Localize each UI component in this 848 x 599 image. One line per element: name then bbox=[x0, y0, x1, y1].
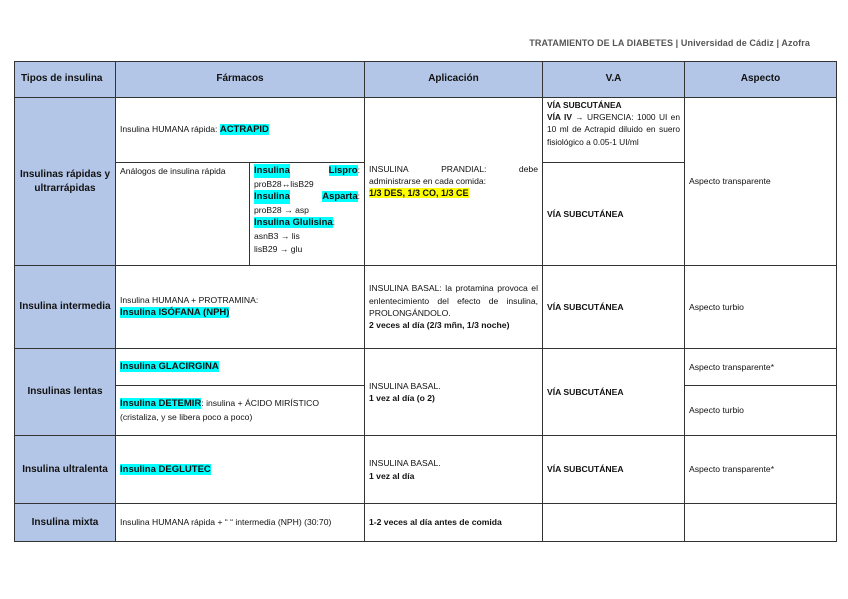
detemir-highlight: Insulina DETEMIR bbox=[120, 398, 202, 410]
aplicacion-lentas bbox=[365, 349, 543, 436]
va-intermedia: VÍA SUBCUTÁNEA bbox=[543, 266, 685, 349]
table-header-row bbox=[15, 62, 837, 98]
va-iv-detail: → URGENCIA: 1000 UI en 10 ml de Actrapid diluido en suero fisiológico a 0.05-1 UI/ml bbox=[547, 112, 680, 147]
farmaco-mixta: Insulina HUMANA rápida + “ “ intermedia (NPH) (30:70) bbox=[116, 504, 365, 542]
glulisina-hl: Insulina Glulisina bbox=[254, 217, 333, 229]
table-row-rapidas-1 bbox=[15, 98, 837, 163]
type-ultralenta: Insulina ultralenta bbox=[15, 436, 116, 504]
analogos-cell: Análogos de insulina rápida bbox=[116, 163, 250, 266]
aplicacion-ultralenta-dose: 1 vez al día bbox=[369, 470, 415, 481]
header-aspecto: Aspecto bbox=[685, 62, 837, 98]
aplicacion-lentas-text: INSULINA BASAL. bbox=[369, 380, 441, 391]
glulisina-detail-2: lisB29 → glu bbox=[254, 243, 303, 254]
farmaco-deglutec bbox=[116, 436, 365, 504]
type-intermedia: Insulina intermedia bbox=[15, 266, 116, 349]
va-rapidas-2: VÍA SUBCUTÁNEA bbox=[543, 163, 685, 266]
table-row-ultralenta bbox=[15, 436, 837, 504]
aplicacion-rapidas bbox=[365, 98, 543, 266]
lispro-detail: proB28↔lisB29 bbox=[254, 178, 314, 189]
isofana-highlight: Insulina ISÓFANA (NPH) bbox=[120, 307, 230, 319]
aplicacion-mixta: 1-2 veces al día antes de comida bbox=[365, 504, 543, 542]
va-rapidas-1 bbox=[543, 98, 685, 163]
header-aplicacion: Aplicación bbox=[365, 62, 543, 98]
va-ultralenta: VÍA SUBCUTÁNEA bbox=[543, 436, 685, 504]
lispro-hl-b: Lispro bbox=[328, 165, 358, 176]
actrapid-highlight: ACTRAPID bbox=[219, 124, 269, 136]
aplicacion-intermedia-dose: 2 veces al día (2/3 mñn, 1/3 noche) bbox=[369, 320, 510, 331]
aspecto-lentas-2: Aspecto turbio bbox=[685, 386, 837, 436]
glulisina-detail-1: asnB3 → lis bbox=[254, 231, 300, 242]
page-header: TRATAMIENTO DE LA DIABETES | Universidad de Cádiz | Azofra bbox=[529, 38, 810, 48]
aplicacion-ultralenta bbox=[365, 436, 543, 504]
aspart-detail: proB28 → asp bbox=[254, 204, 309, 215]
aplicacion-rapidas-line2: administrarse en cada comida: bbox=[369, 175, 487, 186]
aplicacion-ultralenta-text: INSULINA BASAL. bbox=[369, 458, 441, 469]
farmaco-actrapid bbox=[116, 98, 365, 163]
va-lentas: VÍA SUBCUTÁNEA bbox=[543, 349, 685, 436]
detemir-text: : insulina + ÁCIDO MIRÍSTICO (cristaliza, y se libera poco a poco) bbox=[120, 398, 320, 423]
type-mixta: Insulina mixta bbox=[15, 504, 116, 542]
aplicacion-rapidas-line1 bbox=[369, 163, 538, 175]
farmaco-actrapid-text: Insulina HUMANA rápida: bbox=[120, 124, 220, 135]
farmaco-detemir bbox=[116, 386, 365, 436]
table-row-mixta bbox=[15, 504, 837, 542]
aplicacion-rapidas-highlight: 1/3 DES, 1/3 CO, 1/3 CE bbox=[369, 188, 469, 199]
lispro-title: Insulina Lispro: bbox=[254, 165, 360, 176]
aplicacion-lentas-dose: 1 vez al día (o 2) bbox=[369, 393, 435, 403]
glulisina-title: Insulina Glulisina: bbox=[254, 217, 336, 229]
aplicacion-rapidas-word2: PRANDIAL: bbox=[441, 163, 487, 174]
aspecto-intermedia: Aspecto turbio bbox=[685, 266, 837, 349]
table-row-intermedia bbox=[15, 266, 837, 349]
insulin-table bbox=[14, 61, 837, 542]
header-farmacos: Fármacos bbox=[116, 62, 365, 98]
farmaco-intermedia bbox=[116, 266, 365, 349]
aspart-title: Insulina Asparta: bbox=[254, 191, 360, 203]
aspecto-rapidas: Aspecto transparente bbox=[685, 98, 837, 266]
table-row-lentas-1 bbox=[15, 349, 837, 386]
header-tipos: Tipos de insulina bbox=[15, 62, 116, 98]
va-mixta bbox=[543, 504, 685, 542]
farmaco-glacirgina bbox=[116, 349, 365, 386]
aspart-hl-b: Asparta bbox=[322, 191, 358, 203]
va-rapidas-1-detail bbox=[547, 111, 680, 148]
va-rapidas-1-title: VÍA SUBCUTÁNEA bbox=[547, 100, 622, 110]
aspecto-mixta bbox=[685, 504, 837, 542]
type-rapidas: Insulinas rápidas y ultrarrápidas bbox=[15, 98, 116, 266]
header-va: V.A bbox=[543, 62, 685, 98]
aspecto-ultralenta: Aspecto transparente* bbox=[685, 436, 837, 504]
aplicacion-intermedia-text: INSULINA BASAL: la protamina provoca el enlentecimiento del efecto de insulina, PROLONGÁNDOLO. bbox=[369, 283, 538, 318]
aplicacion-rapidas-word3: debe bbox=[518, 163, 538, 174]
deglutec-highlight: Insulina DEGLUTEC bbox=[120, 463, 211, 475]
aplicacion-rapidas-word1: INSULINA bbox=[369, 163, 409, 174]
glacirgina-highlight: Insulina GLACIRGINA bbox=[120, 361, 219, 373]
type-lentas: Insulinas lentas bbox=[15, 349, 116, 436]
farmaco-intermedia-text: Insulina HUMANA + PROTRAMINA: bbox=[120, 294, 259, 305]
aspart-hl-a: Insulina bbox=[254, 191, 290, 203]
aplicacion-intermedia bbox=[365, 266, 543, 349]
lispro-hl-a: Insulina bbox=[254, 165, 290, 176]
va-iv-label: VÍA IV bbox=[547, 112, 572, 123]
analogos-list bbox=[250, 163, 365, 266]
aspecto-lentas-1: Aspecto transparente* bbox=[685, 349, 837, 386]
